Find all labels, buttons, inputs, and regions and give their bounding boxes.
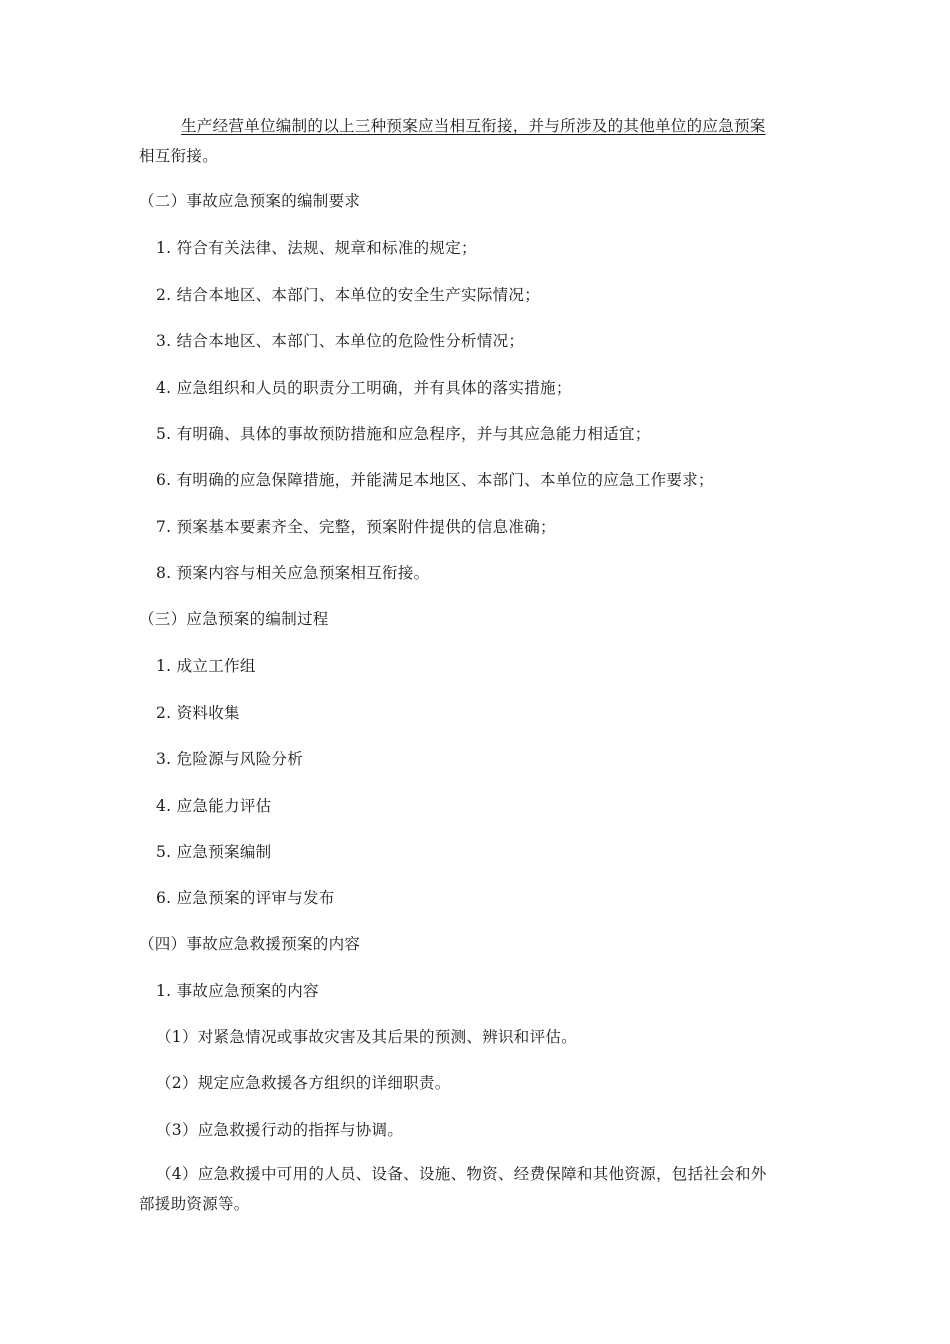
list-item: 1. 符合有关法律、法规、规章和标准的规定； [156, 239, 477, 257]
list-item: 1. 成立工作组 [156, 657, 256, 675]
section-heading-3: （三）应急预案的编制过程 [139, 610, 329, 628]
list-item: 6. 应急预案的评审与发布 [156, 889, 335, 907]
intro-paragraph-line-2: 相互衔接。 [139, 147, 219, 165]
list-item: 2. 资料收集 [156, 704, 240, 722]
intro-paragraph-line-1: 生产经营单位编制的以上三种预案应当相互衔接，并与所涉及的其他单位的应急预案 [181, 117, 766, 135]
list-item: （2）规定应急救援各方组织的详细职责。 [156, 1074, 451, 1092]
list-item: 5. 应急预案编制 [156, 843, 272, 861]
subsection-heading: 1. 事故应急预案的内容 [156, 982, 319, 1000]
list-item: 6. 有明确的应急保障措施，并能满足本地区、本部门、本单位的应急工作要求； [156, 471, 714, 489]
list-item: 4. 应急能力评估 [156, 797, 272, 815]
list-item: （1）对紧急情况或事故灾害及其后果的预测、辨识和评估。 [156, 1028, 577, 1046]
list-item-line-1: （4）应急救援中可用的人员、设备、设施、物资、经费保障和其他资源，包括社会和外 [156, 1165, 767, 1183]
list-item: 8. 预案内容与相关应急预案相互衔接。 [156, 564, 430, 582]
list-item: （3）应急救援行动的指挥与协调。 [156, 1121, 404, 1139]
list-item: 5. 有明确、具体的事故预防措施和应急程序，并与其应急能力相适宜； [156, 425, 651, 443]
list-item: 4. 应急组织和人员的职责分工明确，并有具体的落实措施； [156, 379, 572, 397]
list-item: 2. 结合本地区、本部门、本单位的安全生产实际情况； [156, 286, 541, 304]
list-item: 3. 危险源与风险分析 [156, 750, 304, 768]
list-item-line-2: 部援助资源等。 [139, 1195, 250, 1213]
section-heading-4: （四）事故应急救援预案的内容 [139, 935, 361, 953]
list-item: 3. 结合本地区、本部门、本单位的危险性分析情况； [156, 332, 525, 350]
section-heading-2: （二）事故应急预案的编制要求 [139, 192, 361, 210]
list-item: 7. 预案基本要素齐全、完整，预案附件提供的信息准确； [156, 518, 556, 536]
